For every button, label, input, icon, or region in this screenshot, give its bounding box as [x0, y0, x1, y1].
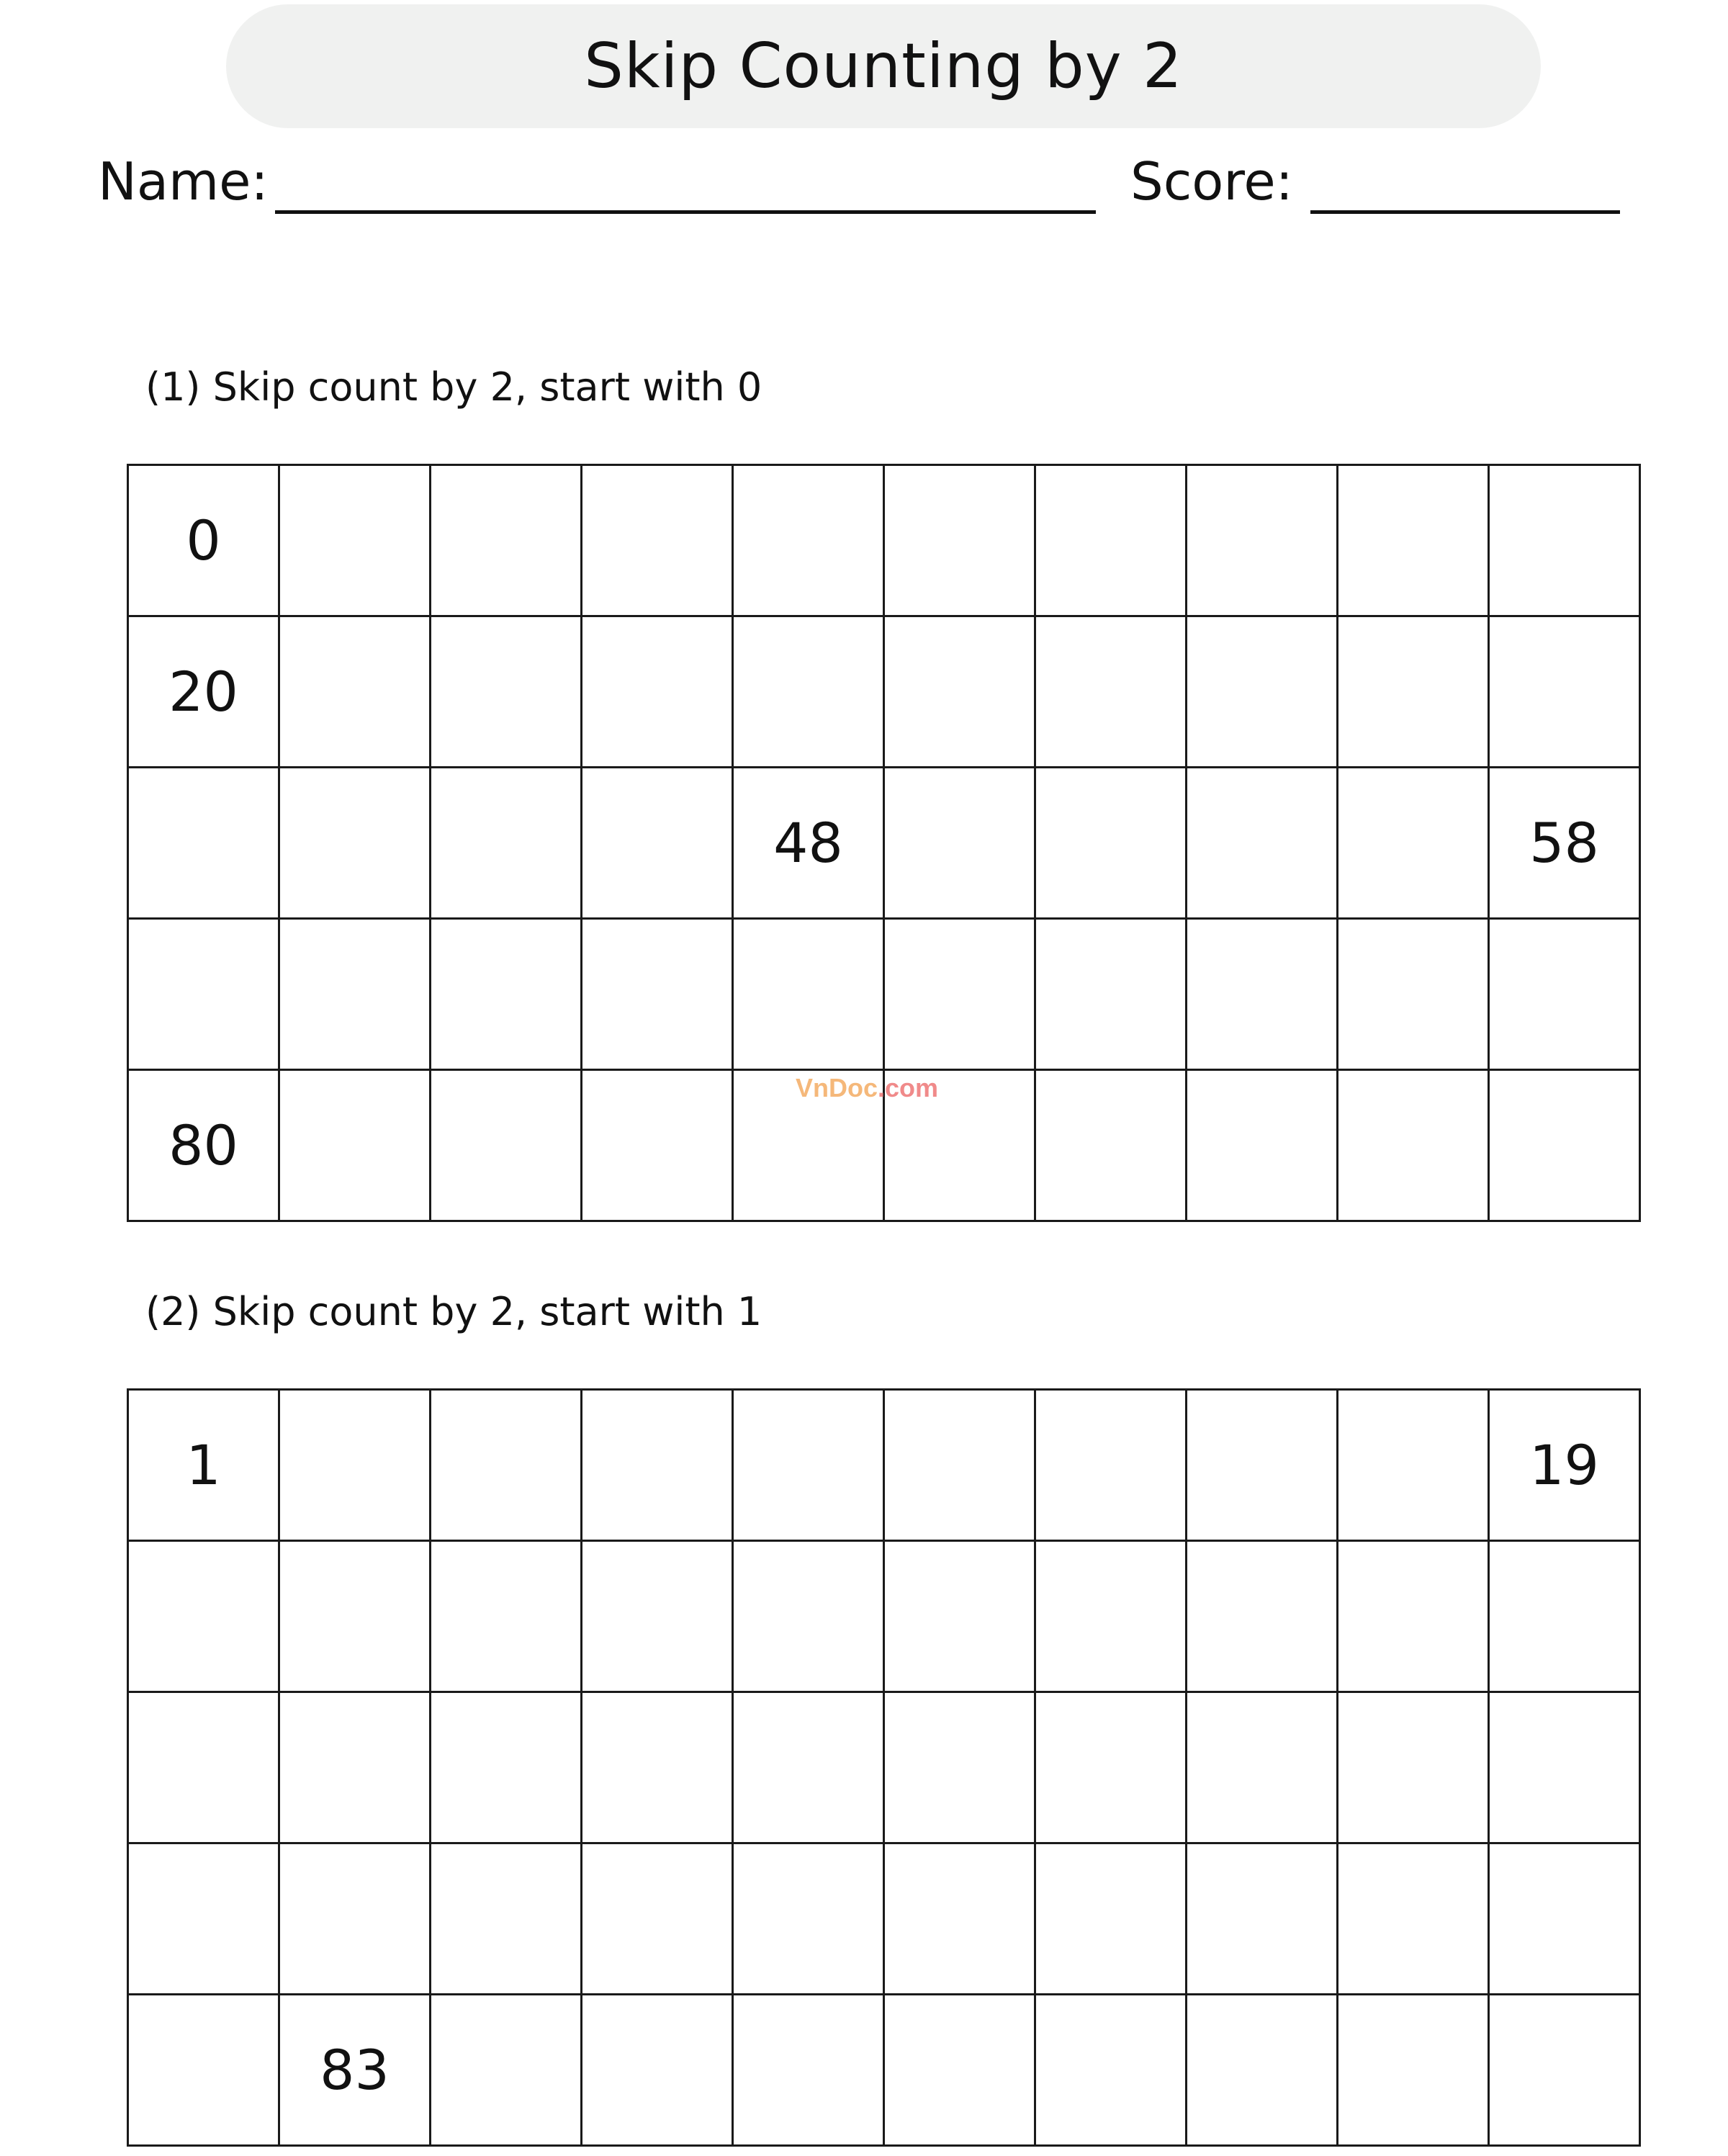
answer-cell[interactable] — [1187, 1843, 1338, 1995]
given-number-cell: 58 — [1489, 768, 1640, 919]
answer-cell[interactable] — [1489, 1843, 1640, 1995]
given-number-cell: 20 — [128, 616, 279, 768]
question-1-prompt: (1) Skip count by 2, start with 0 — [145, 364, 762, 410]
answer-cell[interactable] — [1187, 1390, 1338, 1541]
answer-cell[interactable] — [582, 919, 733, 1070]
answer-cell[interactable] — [582, 1843, 733, 1995]
answer-cell[interactable] — [128, 1843, 279, 1995]
answer-cell[interactable] — [128, 1692, 279, 1843]
answer-cell[interactable] — [1035, 465, 1187, 616]
given-number-cell: 48 — [733, 768, 884, 919]
answer-cell[interactable] — [1338, 1070, 1489, 1221]
answer-cell[interactable] — [431, 919, 582, 1070]
grid-row — [128, 1390, 1640, 1541]
answer-cell[interactable] — [582, 768, 733, 919]
name-field-line[interactable] — [275, 210, 1096, 214]
answer-cell[interactable] — [1338, 919, 1489, 1070]
answer-cell[interactable] — [582, 1390, 733, 1541]
answer-cell[interactable] — [1489, 919, 1640, 1070]
answer-cell[interactable] — [1187, 616, 1338, 768]
answer-cell[interactable] — [582, 465, 733, 616]
answer-cell[interactable] — [1187, 1995, 1338, 2146]
grid-row — [128, 1692, 1640, 1843]
answer-cell[interactable] — [1338, 465, 1489, 616]
given-number-cell: 83 — [279, 1995, 431, 2146]
answer-cell[interactable] — [1489, 1541, 1640, 1692]
answer-cell[interactable] — [431, 1390, 582, 1541]
question-1-grid — [127, 464, 1641, 1222]
answer-cell[interactable] — [1338, 1390, 1489, 1541]
answer-cell[interactable] — [1187, 919, 1338, 1070]
answer-cell[interactable] — [733, 1692, 884, 1843]
answer-cell[interactable] — [1489, 1692, 1640, 1843]
answer-cell[interactable] — [431, 1692, 582, 1843]
answer-cell[interactable] — [1489, 465, 1640, 616]
grid-row — [128, 1995, 1640, 2146]
answer-cell[interactable] — [1035, 1070, 1187, 1221]
answer-cell[interactable] — [1035, 1995, 1187, 2146]
answer-cell[interactable] — [1338, 1843, 1489, 1995]
answer-cell[interactable] — [884, 1692, 1035, 1843]
answer-cell[interactable] — [1338, 768, 1489, 919]
answer-cell[interactable] — [733, 1995, 884, 2146]
answer-cell[interactable] — [1035, 1692, 1187, 1843]
answer-cell[interactable] — [431, 616, 582, 768]
answer-cell[interactable] — [1338, 616, 1489, 768]
answer-cell[interactable] — [1187, 1541, 1338, 1692]
answer-cell[interactable] — [733, 1541, 884, 1692]
answer-cell[interactable] — [884, 1541, 1035, 1692]
grid-row — [128, 768, 1640, 919]
given-number-cell: 0 — [128, 465, 279, 616]
answer-cell[interactable] — [279, 1843, 431, 1995]
answer-cell[interactable] — [1035, 616, 1187, 768]
answer-cell[interactable] — [884, 919, 1035, 1070]
answer-cell[interactable] — [1187, 465, 1338, 616]
grid-row — [128, 465, 1640, 616]
answer-cell[interactable] — [1338, 1995, 1489, 2146]
answer-cell[interactable] — [884, 616, 1035, 768]
answer-cell[interactable] — [128, 1541, 279, 1692]
answer-cell[interactable] — [582, 1692, 733, 1843]
answer-cell[interactable] — [733, 1390, 884, 1541]
answer-cell[interactable] — [884, 1843, 1035, 1995]
answer-cell[interactable] — [582, 1070, 733, 1221]
answer-cell[interactable] — [279, 1390, 431, 1541]
answer-cell[interactable] — [431, 465, 582, 616]
answer-cell[interactable] — [431, 768, 582, 919]
answer-cell[interactable] — [1489, 1070, 1640, 1221]
given-number-cell: 80 — [128, 1070, 279, 1221]
answer-cell[interactable] — [431, 1541, 582, 1692]
answer-cell[interactable] — [1035, 768, 1187, 919]
answer-cell[interactable] — [279, 919, 431, 1070]
answer-cell[interactable] — [733, 1843, 884, 1995]
name-label: Name: — [98, 151, 269, 212]
answer-cell[interactable] — [1187, 1070, 1338, 1221]
answer-cell[interactable] — [431, 1070, 582, 1221]
grid-row — [128, 616, 1640, 768]
answer-cell[interactable] — [1338, 1541, 1489, 1692]
answer-cell[interactable] — [279, 1541, 431, 1692]
answer-cell[interactable] — [884, 768, 1035, 919]
answer-cell[interactable] — [1035, 919, 1187, 1070]
watermark-logo: VnDoc.com — [796, 1073, 939, 1102]
score-field-line[interactable] — [1310, 210, 1620, 214]
grid-row — [128, 1843, 1640, 1995]
answer-cell[interactable] — [431, 1995, 582, 2146]
answer-cell[interactable] — [582, 616, 733, 768]
answer-cell[interactable] — [279, 616, 431, 768]
answer-cell[interactable] — [1489, 616, 1640, 768]
answer-cell[interactable] — [128, 768, 279, 919]
answer-cell[interactable] — [1338, 1692, 1489, 1843]
answer-cell[interactable] — [1489, 1995, 1640, 2146]
answer-cell[interactable] — [1035, 1390, 1187, 1541]
answer-cell[interactable] — [279, 1692, 431, 1843]
answer-cell[interactable] — [1187, 768, 1338, 919]
answer-cell[interactable] — [1035, 1843, 1187, 1995]
answer-cell[interactable] — [884, 465, 1035, 616]
answer-cell[interactable] — [884, 1995, 1035, 2146]
answer-cell[interactable] — [128, 1995, 279, 2146]
answer-cell[interactable] — [733, 919, 884, 1070]
page-title: Skip Counting by 2 — [584, 30, 1183, 102]
given-number-cell: 19 — [1489, 1390, 1640, 1541]
answer-cell[interactable] — [128, 919, 279, 1070]
score-label: Score: — [1130, 151, 1293, 212]
title-banner — [226, 4, 1541, 128]
answer-cell[interactable] — [582, 1541, 733, 1692]
answer-cell[interactable] — [431, 1843, 582, 1995]
answer-cell[interactable] — [279, 465, 431, 616]
answer-cell[interactable] — [733, 616, 884, 768]
answer-cell[interactable] — [279, 1070, 431, 1221]
answer-cell[interactable] — [279, 768, 431, 919]
answer-cell[interactable] — [884, 1390, 1035, 1541]
question-2-grid — [127, 1388, 1641, 2147]
answer-cell[interactable] — [1187, 1692, 1338, 1843]
grid-row — [128, 1541, 1640, 1692]
given-number-cell: 1 — [128, 1390, 279, 1541]
answer-cell[interactable] — [1035, 1541, 1187, 1692]
question-2-prompt: (2) Skip count by 2, start with 1 — [145, 1289, 762, 1334]
answer-cell[interactable] — [733, 465, 884, 616]
answer-cell[interactable] — [582, 1995, 733, 2146]
grid-row — [128, 919, 1640, 1070]
